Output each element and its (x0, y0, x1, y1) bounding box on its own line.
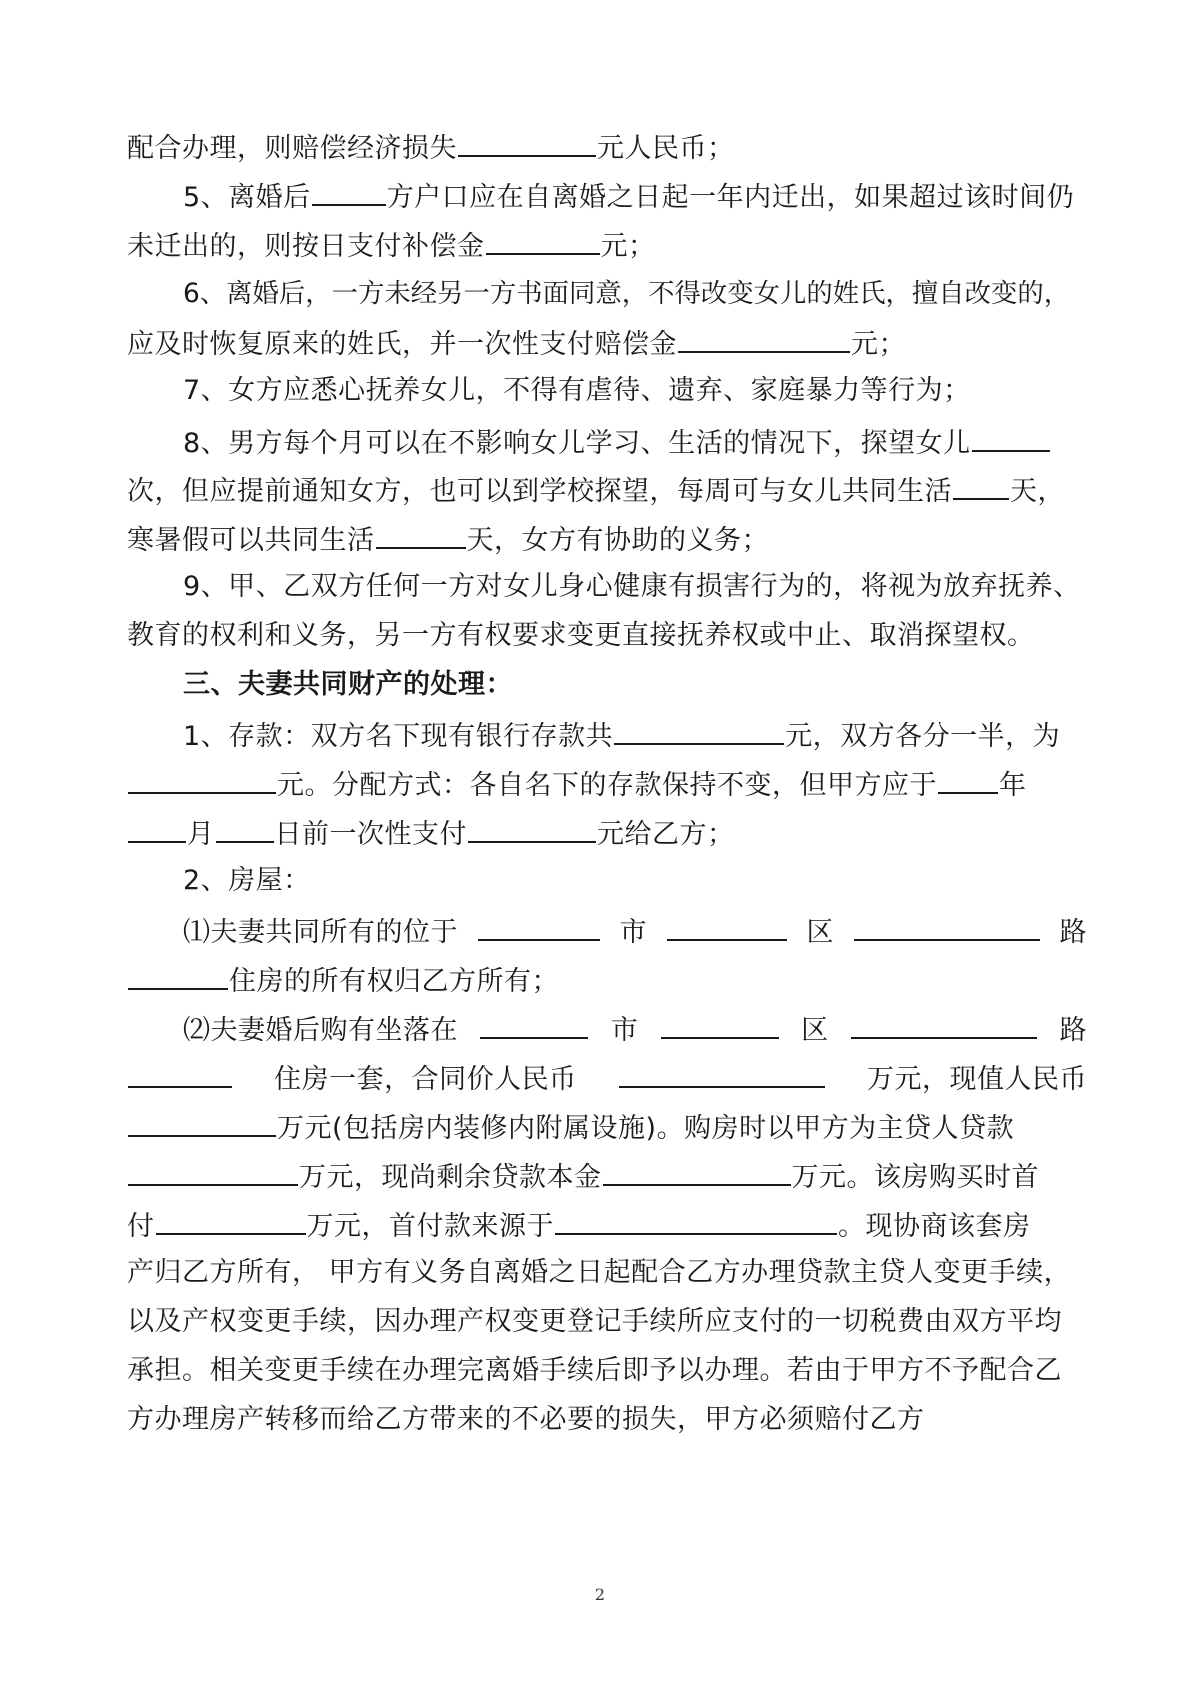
text-line (127, 128, 1087, 167)
text-segment: 元； (851, 329, 906, 360)
fill-blank (678, 324, 850, 353)
text-segment: 8、男方每个月可以在不影响女儿学习、生活的情况下，探望女儿 (183, 428, 971, 459)
text-segment: 方户口应在自离婚之日起一年内迁出，如果超过该时间仍 (386, 182, 1075, 213)
text-line (127, 226, 1087, 265)
fill-blank (128, 1157, 298, 1186)
text-segment: 万元，现尚剩余贷款本金 (299, 1162, 602, 1193)
text-segment: 日前一次性支付 (274, 819, 467, 850)
text-segment: 万元，现值人民币 (866, 1064, 1087, 1095)
text-line (127, 1108, 1087, 1147)
text-segment: ⑴夫妻共同所有的位于 (183, 917, 458, 948)
text-segment: 配合办理，则赔偿经济损失 (127, 133, 457, 164)
text-segment: 市 (619, 917, 647, 948)
fill-blank (128, 814, 186, 843)
text-segment: 万元(包括房内装修内附属设施)。购房时以甲方为主贷人贷款 (277, 1113, 1015, 1144)
text-segment: 6、离婚后，一方未经另一方书面同意，不得改变女儿的姓氏，擅自改变的， (183, 279, 1071, 309)
text-segment: 方办理房产转移而给乙方带来的不必要的损失，甲方必须赔付乙方 (127, 1404, 925, 1435)
section-heading (183, 667, 1087, 703)
text-line (127, 961, 1087, 1000)
text-line (127, 1304, 1087, 1340)
fill-blank (938, 765, 998, 794)
text-segment: 7、女方应悉心抚养女儿，不得有虐待、遗弃、家庭暴力等行为； (183, 375, 971, 406)
text-segment: 天， (1010, 476, 1065, 507)
text-segment: 产归乙方所有， 甲方有义务自离婚之日起配合乙方办理贷款主贷人变更手续， (127, 1257, 1072, 1288)
text-segment: 元人民币； (597, 133, 735, 164)
fill-blank (972, 423, 1050, 452)
text-segment: 年 (999, 770, 1027, 801)
text-segment: 天，女方有协助的义务； (466, 525, 769, 556)
fill-blank (851, 1010, 1037, 1039)
text-line (183, 373, 1087, 409)
text-segment: ⑵夫妻婚后购有坐落在 (183, 1015, 458, 1046)
fill-blank (128, 1108, 276, 1137)
text-segment: 元给乙方； (597, 819, 735, 850)
text-segment: 路 (1059, 917, 1087, 948)
fill-blank (480, 1010, 588, 1039)
text-segment: 住房一套，合同价人民币 (274, 1064, 577, 1095)
text-line (127, 1255, 1087, 1291)
text-segment: 教育的权利和义务，另一方有权要求变更直接抚养权或中止、取消探望权。 (127, 620, 1035, 651)
text-segment: 市 (610, 1015, 639, 1046)
text-segment: 路 (1059, 1015, 1087, 1046)
text-segment: 万元，首付款来源于 (306, 1211, 554, 1242)
text-segment: 区 (806, 917, 834, 948)
text-line (183, 569, 1087, 605)
text-segment: 1、存款：双方名下现有银行存款共 (183, 721, 614, 752)
text-segment: 万元。该房购买时首 (791, 1162, 1039, 1193)
text-segment: 应及时恢复原来的姓氏，并一次性支付赔偿金 (127, 329, 677, 360)
fill-blank (128, 961, 228, 990)
text-segment: 元。分配方式：各自名下的存款保持不变，但甲方应于 (277, 770, 937, 801)
text-line (127, 1157, 1087, 1196)
fill-blank (128, 765, 276, 794)
fill-blank (216, 814, 274, 843)
text-line (127, 765, 1087, 804)
text-line (183, 863, 1087, 899)
text-segment: 月 (187, 819, 215, 850)
text-line (183, 276, 1087, 312)
text-line (127, 324, 1087, 363)
text-line (127, 520, 1087, 559)
text-line (127, 1206, 1087, 1245)
fill-blank (614, 716, 784, 745)
text-segment: 未迁出的，则按日支付补偿金 (127, 231, 485, 262)
text-segment: 2、房屋： (183, 865, 311, 896)
fill-blank (603, 1157, 791, 1186)
text-line (127, 1059, 1087, 1098)
page-number: 2 (594, 1585, 606, 1604)
fill-blank (667, 912, 787, 941)
fill-blank (128, 1059, 232, 1088)
text-segment: 承担。相关变更手续在办理完离婚手续后即予以办理。若由于甲方不予配合乙 (127, 1355, 1062, 1386)
text-line (183, 716, 1087, 755)
text-segment: 5、离婚后 (183, 182, 311, 213)
text-segment: 。现协商该套房 (838, 1211, 1031, 1242)
text-segment: 付 (127, 1211, 155, 1242)
text-segment: 元，双方各分一半，为 (785, 721, 1061, 752)
text-line (127, 1402, 1087, 1438)
fill-blank (376, 520, 466, 549)
section-heading-text: 三、夫妻共同财产的处理： (183, 669, 513, 700)
fill-blank (486, 226, 600, 255)
text-segment: 9、甲、乙双方任何一方对女儿身心健康有损害行为的，将视为放弃抚养、 (183, 571, 1081, 602)
fill-blank (478, 912, 600, 941)
text-line (127, 814, 1087, 853)
text-segment: 元； (600, 231, 656, 262)
text-line (127, 1353, 1087, 1389)
text-segment: 次，但应提前通知女方，也可以到学校探望，每周可与女儿共同生活 (127, 476, 952, 507)
text-line (183, 912, 1087, 951)
text-line (183, 423, 1087, 462)
text-line (127, 618, 1087, 654)
text-segment: 以及产权变更手续，因办理产权变更登记手续所应支付的一切税费由双方平均 (127, 1306, 1062, 1337)
fill-blank (312, 177, 386, 206)
fill-blank (156, 1206, 306, 1235)
fill-blank (458, 128, 596, 157)
fill-blank (555, 1206, 837, 1235)
fill-blank (854, 912, 1040, 941)
text-line (183, 177, 1087, 216)
text-segment: 区 (801, 1015, 829, 1046)
text-line (127, 471, 1087, 510)
fill-blank (468, 814, 596, 843)
text-line (183, 1010, 1087, 1049)
fill-blank (953, 471, 1009, 500)
fill-blank (619, 1059, 825, 1088)
text-segment: 寒暑假可以共同生活 (127, 525, 375, 556)
text-segment: 住房的所有权归乙方所有； (229, 966, 559, 997)
fill-blank (661, 1010, 779, 1039)
